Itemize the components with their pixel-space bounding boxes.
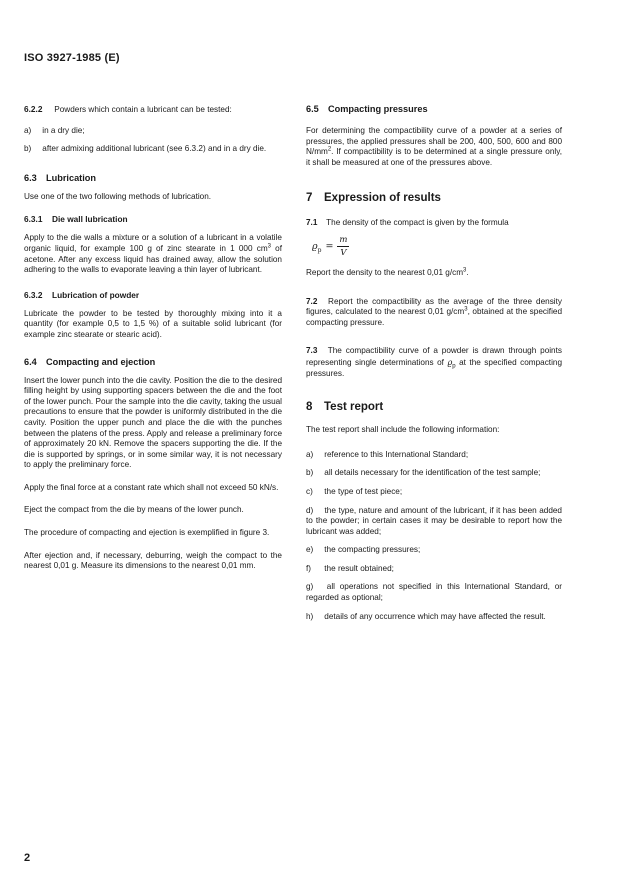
list-item: e) the compacting pressures; bbox=[306, 545, 421, 555]
clause-7-2: 7.2 Report the compactibility as the average of the three density figures, calculated to the nearest 0,01 $g/cm^3$, obtained at the specified compacting pressure. bbox=[306, 296, 562, 327]
compacting-paragraph-3: Eject the compact from the die by means of the lower punch. bbox=[24, 505, 244, 515]
section-heading-6-3: 6.3 Lubrication bbox=[24, 172, 97, 183]
list-item: c) the type of test piece; bbox=[306, 486, 403, 496]
compacting-paragraph-1: Insert the lower punch into the die cavity. Position the die to the desired filling height by using supporting spacers between the die and the foot of the lower punch. Pour the sample into the die cavity, taking the usual precautions to ensure that the powder is uniformly distributed in the die cavity. Position the upper punch and place the die with the punches between the platens of the press. Apply and release a preliminary force of approximately 20 kN. Remove the spacers supporting the die. If the die is supported by springs, or in some similar way, it is not necessary to apply the preliminary force. bbox=[24, 375, 282, 470]
list-item: f) the result obtained; bbox=[306, 563, 394, 573]
list-item: h) details of any occurrence which may have affected the result. bbox=[306, 611, 546, 621]
section-heading-6-4: 6.4 Compacting and ejection bbox=[24, 356, 156, 367]
list-item: a) in a dry die; bbox=[24, 125, 85, 135]
list-item: a) reference to this International Standard; bbox=[306, 449, 469, 459]
document-header: ISO 3927-1985 (E) bbox=[24, 52, 120, 64]
compacting-paragraph-5: After ejection and, if necessary, deburring, weigh the compact to the nearest 0,01 g. Measure its dimensions to the nearest 0,01 mm. bbox=[24, 550, 282, 571]
test-report-intro: The test report shall include the following information: bbox=[306, 425, 500, 435]
clause-6-2-2: 6.2.2 Powders which contain a lubricant can be tested: bbox=[24, 104, 232, 114]
die-wall-lubrication-text: Apply to the die walls a mixture or a solution of a lubricant in a volatile organic liquid, for example 100 g of zinc stearate in 1 000 $cm^3$ of acetone. After any excess liquid has drained away, allow the solution adhering to the walls to evaporate leaving a thin layer of lubricant. bbox=[24, 233, 282, 275]
formula-lhs: $ϱ_p$ bbox=[312, 240, 322, 254]
section-heading-8: 8 Test report bbox=[306, 401, 384, 414]
section-heading-7: 7 Expression of results bbox=[306, 192, 441, 205]
lubrication-intro: Use one of the two following methods of lubrication. bbox=[24, 191, 212, 201]
section-heading-6-3-1: 6.3.1 Die wall lubrication bbox=[24, 214, 128, 225]
clause-7-3: 7.3 The compactibility curve of a powder is drawn through points representing single determinations of $ϱ_p$ at the specified compacting pressures. bbox=[306, 346, 562, 378]
compacting-paragraph-4: The procedure of compacting and ejection is exemplified in figure 3. bbox=[24, 528, 270, 538]
right-column bbox=[306, 104, 562, 630]
density-report-text: Report the density to the nearest 0,01 $g/cm^3$. bbox=[306, 267, 469, 277]
list-item: b) all details necessary for the identification of the test sample; bbox=[306, 468, 541, 478]
density-formula: $ϱ_p$ = $\frac{m}{V}$ bbox=[312, 234, 348, 258]
clause-7-1: 7.1 The density of the compact is given by the formula bbox=[306, 218, 509, 228]
powder-lubrication-text: Lubricate the powder to be tested by thoroughly mixing into it a quantity (for example 0,5 to 1,5 %) of a suitable solid lubricant (for example zinc stearate or stearic acid). bbox=[24, 308, 282, 339]
left-column bbox=[24, 104, 282, 584]
list-item: d) the type, nature and amount of the lubricant, if it has been added to the powder; in certain cases it may be desirable to report how the lubricant was added; bbox=[306, 505, 562, 536]
section-heading-6-3-2: 6.3.2 Lubrication of powder bbox=[24, 289, 140, 300]
section-heading-6-5: 6.5 Compacting pressures bbox=[306, 104, 428, 114]
compacting-paragraph-2: Apply the final force at a constant rate which shall not exceed 50 kN/s. bbox=[24, 482, 279, 492]
list-item: g) all operations not specified in this International Standard, or regarded as optional; bbox=[306, 582, 562, 603]
page-number: 2 bbox=[24, 852, 31, 864]
formula-fraction: $\frac{m}{V}$ bbox=[339, 234, 348, 258]
list-item: b) after admixing additional lubricant (see 6.3.2) and in a dry die. bbox=[24, 144, 267, 154]
compacting-pressures-text: For determining the compactibility curve of a powder at a series of pressures, the applied pressures shall be 200, 400, 500, 600 and 800 $N/mm^2$. If compactibility is to be determined at a single pressure only, it shall be measured at one of the pressures above. bbox=[306, 126, 562, 167]
